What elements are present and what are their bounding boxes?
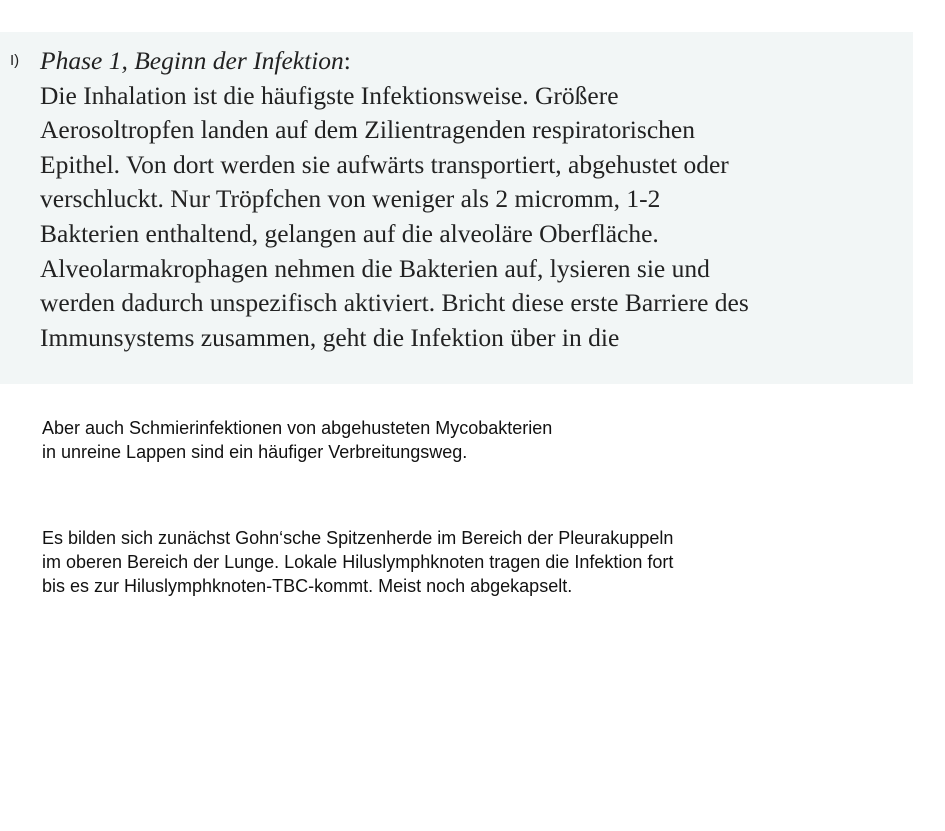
phase-line: werden dadurch unspezifisch aktiviert. Bricht diese erste Barriere des [40,288,749,318]
note-line: in unreine Lappen sind ein häufiger Verbreitungsweg. [42,442,468,462]
phase-line: Die Inhalation ist die häufigste Infektionsweise. Größere [40,80,619,110]
phase-title-colon: : [343,46,351,75]
note-gohn-foci [42,526,673,598]
phase-line: Aerosoltropfen landen auf dem Zilientragenden respiratorischen [40,115,695,145]
note-smear-infection [42,416,552,464]
list-marker: I) [10,52,20,69]
phase-line: Alveolarmakrophagen nehmen die Bakterien auf, lysieren sie und [40,253,710,283]
phase-line: Bakterien enthaltend, gelangen auf die alveoläre Oberfläche. [40,218,659,248]
phase-line: verschluckt. Nur Tröpfchen von weniger als 2 micromm, 1-2 [40,184,661,214]
phase-heading [40,44,912,79]
phase-text-block [40,44,912,355]
note-line: bis es zur Hiluslymphknoten-TBC-kommt. Meist noch abgekapselt. [42,576,573,596]
note-line: Aber auch Schmierinfektionen von abgehusteten Mycobakterien [42,418,553,438]
phase-line: Epithel. Von dort werden sie aufwärts transportiert, abgehustet oder [40,149,729,179]
note-line: im oberen Bereich der Lunge. Lokale Hiluslymphknoten tragen die Infektion fort [42,552,674,572]
note-line: Es bilden sich zunächst Gohn‘sche Spitzenherde im Bereich der Pleurakuppeln [42,528,674,548]
phase-title: Phase 1, Beginn der Infektion [40,46,344,75]
phase-line: Immunsystems zusammen, geht die Infektion über in die [40,322,620,352]
